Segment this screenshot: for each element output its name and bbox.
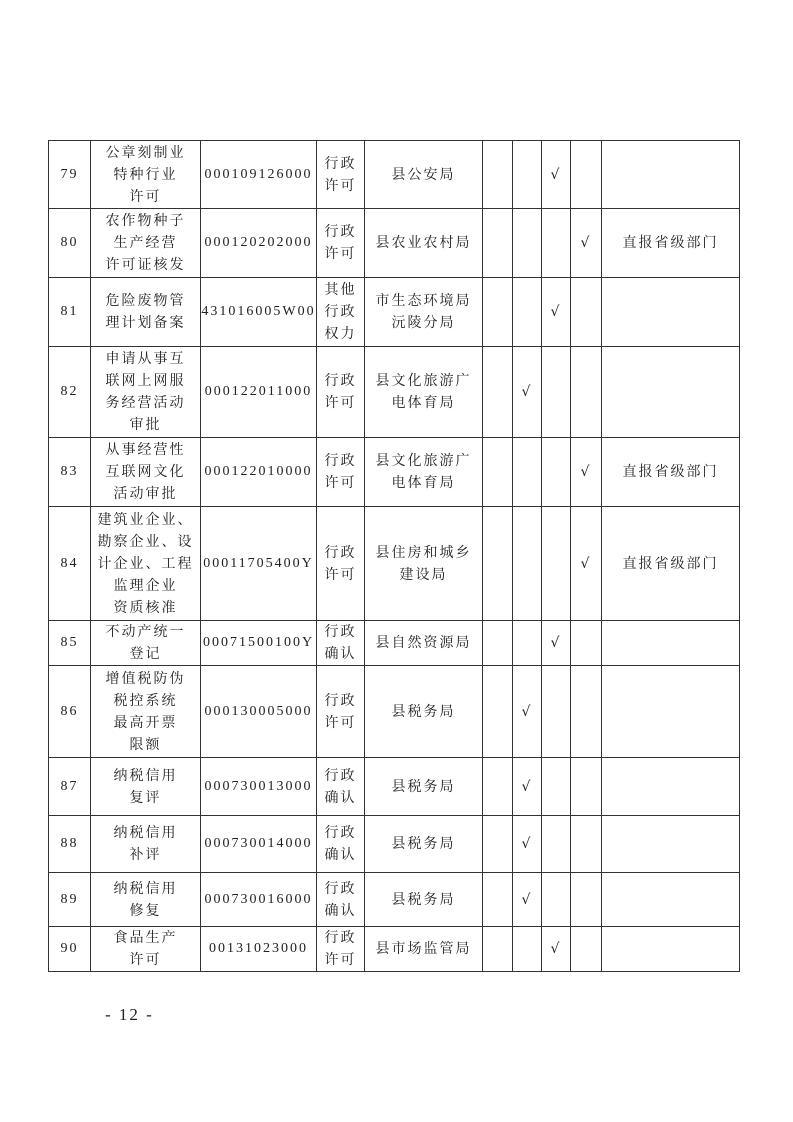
department-line: 市生态环境局 bbox=[375, 293, 472, 309]
item-type bbox=[317, 209, 365, 278]
item-type bbox=[317, 666, 365, 758]
department-line: 县税务局 bbox=[391, 836, 456, 852]
check-cell bbox=[542, 209, 571, 278]
item-code: 00071500100Y bbox=[201, 621, 317, 666]
item-name-line: 监理企业 bbox=[113, 577, 178, 594]
item-type bbox=[317, 621, 365, 666]
item-name-line: 建筑业企业、 bbox=[97, 511, 194, 528]
item-name-line: 增值税防伪 bbox=[105, 670, 186, 687]
item-name-line: 务经营活动 bbox=[105, 395, 186, 411]
item-type-line: 许可 bbox=[324, 395, 357, 411]
remark bbox=[602, 816, 740, 873]
item-code: 000730014000 bbox=[201, 816, 317, 873]
item-code: 00011705400Y bbox=[201, 507, 317, 621]
remark: 直报省级部门 bbox=[602, 438, 740, 507]
check-cell: √ bbox=[513, 873, 542, 927]
row-number: 79 bbox=[49, 141, 91, 209]
item-name-line: 资质核准 bbox=[113, 599, 178, 616]
item-name-line: 修复 bbox=[129, 902, 162, 919]
table-row bbox=[49, 507, 740, 621]
item-name-line: 审批 bbox=[129, 417, 162, 433]
item-type-line: 其他 bbox=[324, 282, 357, 298]
item-type bbox=[317, 347, 365, 438]
check-cell bbox=[571, 816, 602, 873]
check-cell bbox=[483, 438, 513, 507]
check-cell bbox=[483, 927, 513, 972]
item-name-line: 危险废物管 bbox=[105, 293, 186, 309]
check-cell bbox=[483, 873, 513, 927]
items-table bbox=[48, 140, 740, 972]
remark: 直报省级部门 bbox=[602, 209, 740, 278]
remark: 直报省级部门 bbox=[602, 507, 740, 621]
department-line: 县文化旅游广 bbox=[375, 373, 472, 389]
remark bbox=[602, 621, 740, 666]
item-code: 00131023000 bbox=[201, 927, 317, 972]
item-code: 000730013000 bbox=[201, 758, 317, 816]
check-cell: √ bbox=[513, 347, 542, 438]
check-cell bbox=[483, 209, 513, 278]
check-cell bbox=[571, 873, 602, 927]
department bbox=[365, 438, 483, 507]
department bbox=[365, 816, 483, 873]
item-type bbox=[317, 816, 365, 873]
check-cell bbox=[571, 621, 602, 666]
item-name-line: 复评 bbox=[129, 789, 162, 806]
item-type bbox=[317, 141, 365, 209]
check-cell bbox=[483, 758, 513, 816]
item-type-line: 行政 bbox=[324, 304, 357, 320]
check-cell bbox=[483, 507, 513, 621]
department bbox=[365, 209, 483, 278]
department bbox=[365, 278, 483, 347]
department-line: 电体育局 bbox=[391, 395, 456, 411]
item-name-line: 从事经营性 bbox=[105, 442, 186, 458]
item-name bbox=[91, 816, 201, 873]
item-type-line: 行政 bbox=[324, 767, 357, 784]
item-type-line: 行政 bbox=[324, 544, 357, 561]
check-cell: √ bbox=[571, 209, 602, 278]
item-name-line: 不动产统一 bbox=[105, 624, 186, 640]
check-cell bbox=[542, 816, 571, 873]
page-number: - 12 - bbox=[105, 1005, 154, 1024]
item-name bbox=[91, 758, 201, 816]
table-row bbox=[49, 438, 740, 507]
item-name bbox=[91, 666, 201, 758]
row-number: 81 bbox=[49, 278, 91, 347]
row-number: 89 bbox=[49, 873, 91, 927]
department bbox=[365, 347, 483, 438]
row-number: 80 bbox=[49, 209, 91, 278]
item-type bbox=[317, 927, 365, 972]
check-cell bbox=[513, 621, 542, 666]
remark bbox=[602, 141, 740, 209]
item-name-line: 纳税信用 bbox=[113, 880, 178, 897]
item-type-line: 许可 bbox=[324, 714, 357, 731]
item-name-line: 申请从事互 bbox=[105, 351, 186, 367]
department-line: 县农业农村局 bbox=[375, 235, 472, 251]
item-type-line: 行政 bbox=[324, 624, 357, 640]
table-body bbox=[49, 141, 740, 972]
item-name bbox=[91, 621, 201, 666]
item-name bbox=[91, 347, 201, 438]
item-type-line: 确认 bbox=[324, 847, 357, 863]
item-name bbox=[91, 873, 201, 927]
item-name-line: 特种行业 bbox=[113, 166, 178, 183]
item-type-line: 许可 bbox=[324, 566, 357, 583]
item-name-line: 纳税信用 bbox=[113, 767, 178, 784]
table-row bbox=[49, 816, 740, 873]
row-number: 87 bbox=[49, 758, 91, 816]
item-name-line: 勘察企业、设 bbox=[97, 533, 194, 550]
item-type-line: 确认 bbox=[324, 902, 357, 919]
department bbox=[365, 141, 483, 209]
department bbox=[365, 873, 483, 927]
item-type-line: 许可 bbox=[324, 952, 357, 968]
check-cell: √ bbox=[571, 438, 602, 507]
check-cell bbox=[483, 141, 513, 209]
check-cell bbox=[483, 666, 513, 758]
check-cell: √ bbox=[542, 927, 571, 972]
item-type-line: 行政 bbox=[324, 692, 357, 709]
item-name-line: 许可 bbox=[129, 952, 162, 968]
check-cell: √ bbox=[513, 758, 542, 816]
item-name-line: 许可证核发 bbox=[105, 257, 186, 273]
check-cell: √ bbox=[513, 666, 542, 758]
row-number: 90 bbox=[49, 927, 91, 972]
table-row bbox=[49, 347, 740, 438]
table-row bbox=[49, 666, 740, 758]
check-cell bbox=[571, 141, 602, 209]
check-cell bbox=[513, 278, 542, 347]
table-row bbox=[49, 278, 740, 347]
department-line: 县市场监管局 bbox=[375, 941, 472, 957]
item-name-line: 纳税信用 bbox=[113, 825, 178, 841]
item-type-line: 行政 bbox=[324, 930, 357, 946]
row-number: 83 bbox=[49, 438, 91, 507]
table-row bbox=[49, 758, 740, 816]
item-code: 000120202000 bbox=[201, 209, 317, 278]
check-cell bbox=[542, 438, 571, 507]
table-row bbox=[49, 873, 740, 927]
item-type bbox=[317, 278, 365, 347]
check-cell: √ bbox=[542, 621, 571, 666]
check-cell bbox=[571, 666, 602, 758]
department-line: 电体育局 bbox=[391, 475, 456, 491]
item-type-line: 确认 bbox=[324, 789, 357, 806]
item-name-line: 互联网文化 bbox=[105, 464, 186, 480]
item-name-line: 联网上网服 bbox=[105, 373, 186, 389]
item-name bbox=[91, 278, 201, 347]
department bbox=[365, 507, 483, 621]
item-name-line: 登记 bbox=[129, 646, 162, 662]
department bbox=[365, 666, 483, 758]
item-name-line: 补评 bbox=[129, 847, 162, 863]
check-cell bbox=[513, 141, 542, 209]
row-number: 88 bbox=[49, 816, 91, 873]
check-cell bbox=[542, 347, 571, 438]
item-type-line: 行政 bbox=[324, 155, 357, 172]
item-name-line: 许可 bbox=[129, 188, 162, 205]
department-line: 沅陵分局 bbox=[391, 315, 456, 331]
department-line: 县税务局 bbox=[391, 891, 456, 908]
table-row bbox=[49, 209, 740, 278]
item-type-line: 行政 bbox=[324, 825, 357, 841]
check-cell bbox=[513, 209, 542, 278]
item-name bbox=[91, 438, 201, 507]
item-type-line: 确认 bbox=[324, 646, 357, 662]
check-cell bbox=[513, 438, 542, 507]
item-type-line: 行政 bbox=[324, 373, 357, 389]
check-cell bbox=[571, 278, 602, 347]
row-number: 85 bbox=[49, 621, 91, 666]
row-number: 84 bbox=[49, 507, 91, 621]
item-type-line: 许可 bbox=[324, 475, 357, 491]
check-cell: √ bbox=[571, 507, 602, 621]
table-row bbox=[49, 141, 740, 209]
remark bbox=[602, 278, 740, 347]
department bbox=[365, 621, 483, 666]
item-type-line: 行政 bbox=[324, 880, 357, 897]
remark bbox=[602, 927, 740, 972]
check-cell bbox=[483, 347, 513, 438]
department bbox=[365, 758, 483, 816]
item-name-line: 公章刻制业 bbox=[105, 144, 186, 161]
check-cell bbox=[571, 927, 602, 972]
check-cell bbox=[542, 507, 571, 621]
department-line: 县公安局 bbox=[391, 166, 456, 183]
item-code: 431016005W00 bbox=[201, 278, 317, 347]
item-name bbox=[91, 141, 201, 209]
check-cell: √ bbox=[513, 816, 542, 873]
check-cell bbox=[542, 758, 571, 816]
department-line: 建设局 bbox=[399, 566, 448, 583]
item-name-line: 最高开票 bbox=[113, 714, 178, 731]
item-type-line: 许可 bbox=[324, 177, 357, 194]
department-line: 县税务局 bbox=[391, 703, 456, 720]
item-name-line: 理计划备案 bbox=[105, 315, 186, 331]
row-number: 82 bbox=[49, 347, 91, 438]
item-type-line: 行政 bbox=[324, 453, 357, 469]
item-code: 000122010000 bbox=[201, 438, 317, 507]
item-code: 000730016000 bbox=[201, 873, 317, 927]
item-name-line: 生产经营 bbox=[113, 235, 178, 251]
item-name bbox=[91, 507, 201, 621]
item-name bbox=[91, 209, 201, 278]
check-cell bbox=[483, 816, 513, 873]
item-name-line: 农作物种子 bbox=[105, 213, 186, 229]
table-row bbox=[49, 927, 740, 972]
remark bbox=[602, 347, 740, 438]
item-type bbox=[317, 758, 365, 816]
item-code: 000130005000 bbox=[201, 666, 317, 758]
item-type bbox=[317, 438, 365, 507]
item-type bbox=[317, 507, 365, 621]
item-type bbox=[317, 873, 365, 927]
check-cell bbox=[513, 507, 542, 621]
check-cell: √ bbox=[542, 141, 571, 209]
check-cell bbox=[542, 666, 571, 758]
table-row bbox=[49, 621, 740, 666]
item-type-line: 行政 bbox=[324, 224, 357, 240]
item-name-line: 税控系统 bbox=[113, 692, 178, 709]
check-cell bbox=[483, 621, 513, 666]
item-type-line: 权力 bbox=[324, 326, 357, 342]
check-cell bbox=[571, 758, 602, 816]
remark bbox=[602, 873, 740, 927]
remark bbox=[602, 666, 740, 758]
department-line: 县文化旅游广 bbox=[375, 453, 472, 469]
item-code: 000109126000 bbox=[201, 141, 317, 209]
remark bbox=[602, 758, 740, 816]
item-name-line: 食品生产 bbox=[113, 930, 178, 946]
department-line: 县税务局 bbox=[391, 778, 456, 795]
check-cell bbox=[483, 278, 513, 347]
row-number: 86 bbox=[49, 666, 91, 758]
department-line: 县住房和城乡 bbox=[375, 544, 472, 561]
item-name bbox=[91, 927, 201, 972]
check-cell bbox=[571, 347, 602, 438]
item-code: 000122011000 bbox=[201, 347, 317, 438]
item-name-line: 限额 bbox=[129, 736, 162, 753]
item-name-line: 计企业、工程 bbox=[97, 555, 194, 572]
item-name-line: 活动审批 bbox=[113, 486, 178, 502]
check-cell bbox=[542, 873, 571, 927]
department bbox=[365, 927, 483, 972]
check-cell: √ bbox=[542, 278, 571, 347]
check-cell bbox=[513, 927, 542, 972]
department-line: 县自然资源局 bbox=[375, 635, 472, 651]
item-type-line: 许可 bbox=[324, 246, 357, 262]
